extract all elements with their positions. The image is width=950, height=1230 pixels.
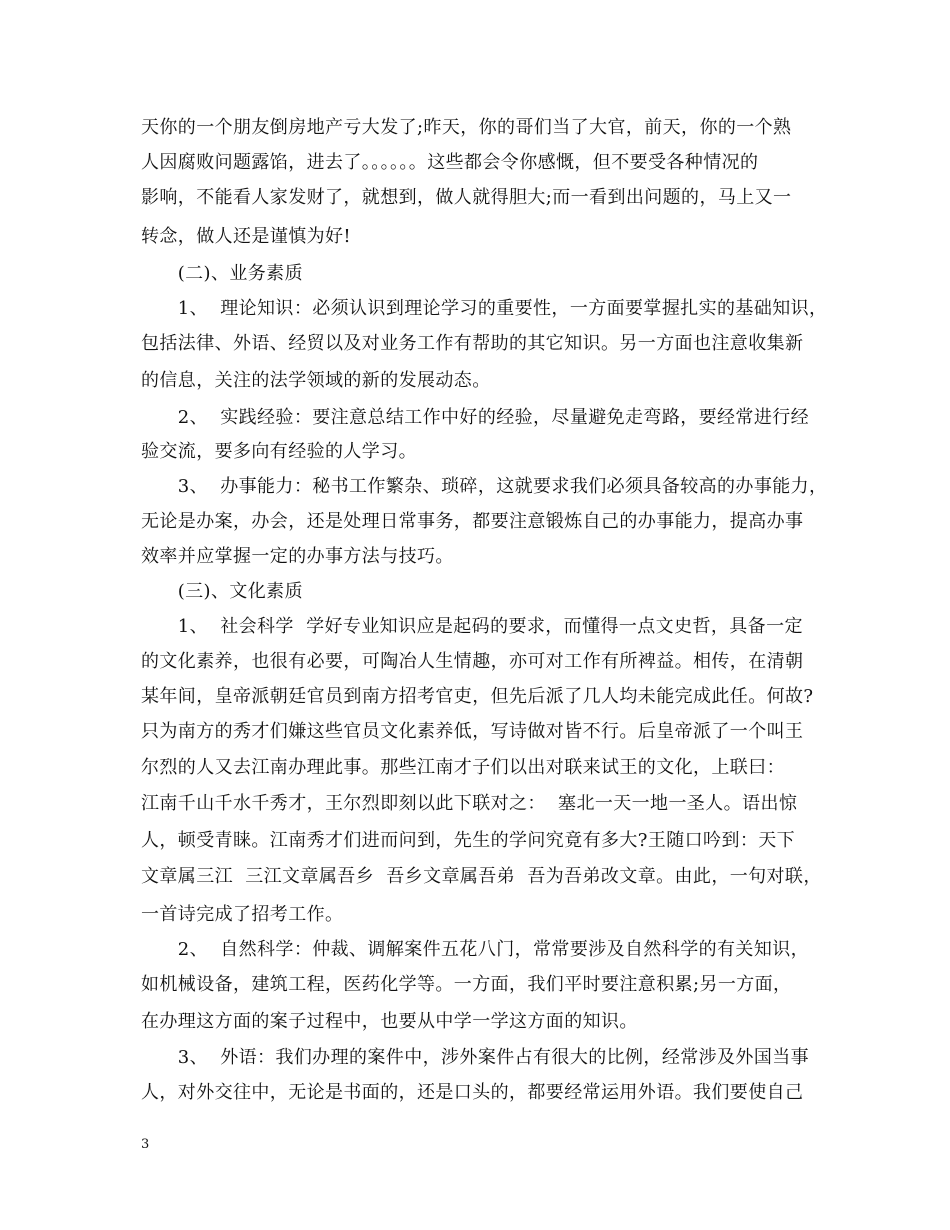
text-line: 3、 外语：我们办理的案件中，涉外案件占有很大的比例，经常涉及外国当事: [141, 1047, 810, 1068]
text-line: 1、 社会科学 学好专业知识应是起码的要求，而懂得一点文史哲，具备一定: [141, 616, 803, 637]
text-line: 的信息，关注的法学领域的新的发展动态。: [141, 370, 491, 391]
text-line: 人，对外交往中，无论是书面的，还是口头的，都要经常运用外语。我们要使自己: [141, 1082, 804, 1103]
text-line: 转念，做人还是谨慎为好!: [141, 226, 352, 247]
page-number: 3: [141, 1137, 150, 1152]
text-line: 人，顿受青睐。江南秀才们进而问到，先生的学问究竟有多大?王随口吟到：天下: [141, 830, 796, 851]
text-line: 在办理这方面的案子过程中，也要从中学一学这方面的知识。: [141, 1011, 638, 1032]
text-line: 一首诗完成了招考工作。: [141, 904, 344, 925]
section-heading: (三)、文化素质: [141, 581, 303, 602]
text-line: 无论是办案，办会，还是处理日常事务，都要注意锻炼自己的办事能力，提高办事: [141, 511, 804, 532]
text-line: 1、 理论知识：必须认识到理论学习的重要性，一方面要掌握扎实的基础知识，: [141, 298, 828, 319]
text-line: 3、 办事能力：秘书工作繁杂、琐碎，这就要求我们必须具备较高的办事能力，: [141, 476, 828, 497]
text-line: 人因腐败问题露馅，进去了。。。。。。这些都会令你感慨，但不要受各种情况的: [141, 152, 759, 173]
text-line: 2、 自然科学：仲裁、调解案件五花八门，常常要涉及自然科学的有关知识，: [141, 939, 810, 960]
text-line: 的文化素养，也很有必要，可陶冶人生情趣，亦可对工作有所裨益。相传，在清朝: [141, 651, 804, 672]
text-line: 尔烈的人又去江南办理此事。那些江南才子们以出对联来试王的文化，上联曰：: [141, 757, 785, 778]
section-heading: (二)、业务素质: [141, 263, 303, 284]
text-line: 包括法律、外语、经贸以及对业务工作有帮助的其它知识。另一方面也注意收集新: [141, 333, 804, 354]
text-line: 文章属三江 三江文章属吾乡 吾乡文章属吾弟 吾为吾弟改文章。由此，一句对联，: [141, 866, 822, 887]
text-line: 只为南方的秀才们嫌这些官员文化素养低，写诗做对皆不行。后皇帝派了一个叫王: [141, 721, 804, 742]
text-line: 验交流，要多向有经验的人学习。: [141, 441, 417, 462]
text-line: 江南千山千水千秀才，王尔烈即刻以此下联对之： 塞北一天一地一圣人。语出惊: [141, 793, 798, 814]
text-line: 2、 实践经验：要注意总结工作中好的经验，尽量避免走弯路，要经常进行经: [141, 407, 810, 428]
text-line: 天你的一个朋友倒房地产亏大发了;昨天，你的哥们当了大官，前天，你的一个熟: [141, 117, 792, 138]
text-line: 影响，不能看人家发财了，就想到，做人就得胆大;而一看到出问题的，马上又一: [141, 187, 792, 208]
text-line: 某年间，皇帝派朝廷官员到南方招考官吏，但先后派了几人均未能完成此任。何故?: [141, 686, 814, 707]
text-line: 如机械设备，建筑工程，医药化学等。一方面，我们平时要注意积累;另一方面，: [141, 974, 792, 995]
text-line: 效率并应掌握一定的办事方法与技巧。: [141, 546, 454, 567]
